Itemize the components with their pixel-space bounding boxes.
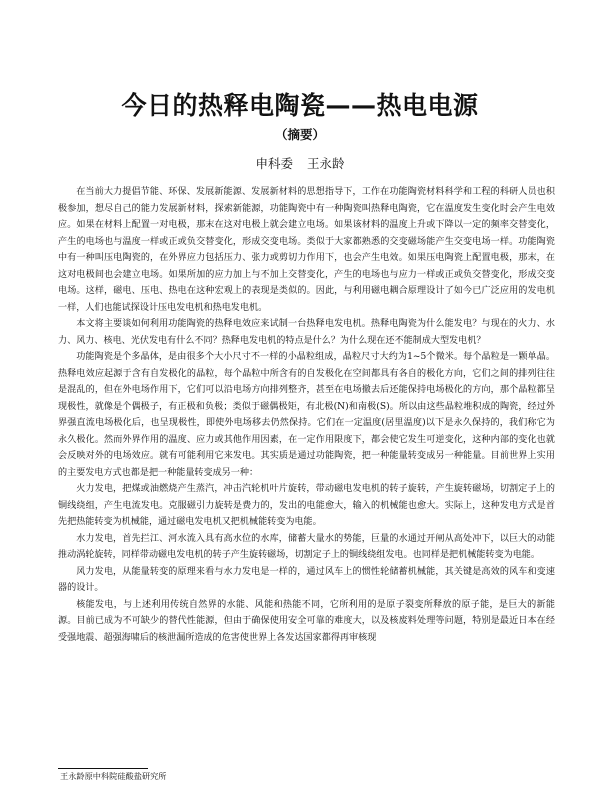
footnote-divider xyxy=(58,768,148,769)
body-paragraph: 核能发电，与上述利用传统自然界的水能、风能和热能不同，它所利用的是原子裂变所释放的原子能，是巨大的新能源。目前已成为不可缺少的替代性能源，但由于确保使用安全可靠的难度大，以及核废料处理等问题，特别是最近日本在经受强地震、超强海啸后的核泄漏所造成的危害使世界上各发达国家都得再审核现 xyxy=(58,599,555,643)
body-paragraph: 风力发电，从能量转变的原理来看与水力发电是一样的，通过风车上的惯性轮储蓄机械能，其关键是高效的风车和变速器的设计。 xyxy=(58,566,555,593)
paper-title: 今日的热释电陶瓷——热电电源 xyxy=(121,91,479,120)
body-paragraph: 在当前大力提倡节能、环保、发展新能源、发展新材料的思想指导下，工作在功能陶瓷材料科学和工程的科研人员也积极参加，想尽自己的能力发展新材料，探索新能源，功能陶瓷中有一种陶瓷叫热释电陶瓷，它在温度发生变化时会产生电效应。如果在材料上配置一对电极，那末在这对电极上就会建立电场。如果该材料的温度上升或下降以一定的频率交替变化，产生的电场也与温度一样或正或负交替变化，形成交变电场。类似于大家都熟悉的交变磁场能产生交变电场一样。功能陶瓷中有一种叫压电陶瓷的，在外界应力包括压力、张力或剪切力作用下，也会产生电效。如果压电陶瓷上配置电极，那末，在这对电极间也会建立电场。如果所加的应力加上与不加上交替变化，产生的电场也与应力一样或正或负交替变化，形成交变电场。这样，磁电、压电、热电在这种宏观上的表现是类似的。因此，与利用磁电耦合原理设计了如今已广泛应用的发电机一样，人们也能试探设计压电发电机和热电发电机。 xyxy=(58,187,555,313)
paper-body xyxy=(58,184,555,646)
body-paragraph: 水力发电，首先拦江、河水流入具有高水位的水库，储蓄大量水的势能，巨量的水通过开闸从高处冲下，以巨大的动能推动涡轮旋转，同样带动磁电发电机的转子产生旋转磁场，切割定子上的铜线绕组发电。也同样是把机械能转变为电能。 xyxy=(58,533,555,560)
body-paragraph: 火力发电，把煤或油燃烧产生蒸汽，冲击汽轮机叶片旋转，带动磁电发电机的转子旋转，产生旋转磁场，切割定子上的铜线绕组，产生电流发电。克服磁引力旋转是费力的，发出的电能愈大，输入的机械能也愈大。实际上，这种发电方式是首先把热能转变为机械能，通过磁电发电机又把机械能转变为电能。 xyxy=(58,484,555,527)
body-paragraph: 功能陶瓷是个多晶体，是由很多个大小尺寸不一样的小晶粒组成，晶粒尺寸大约为1~5个微米。每个晶粒是一颗单晶。热释电效应起源于含有自发极化的晶粒，每个晶粒中所含有的自发极化在空间都具有各自的极化方向，它们之间的排列往往是混乱的，但在外电场作用下，它们可以沿电场方向排列整齐，甚至在电场撤去后还能保持电场极化的方向，那个晶粒都呈现极性，就像是个偶极子，有正极和负极；类似于磁偶极矩，有北极(N)和南极(S)。所以由这些晶粒堆积成的陶瓷，经过外界强直流电场极化后，也呈现极性，即使外电场移去仍然保持。它们在一定温度(居里温度)以下是永久保持的，我们称它为永久极化。然而外界作用的温度、应力或其他作用因素，在一定作用限度下，都会使它发生可逆变化，这种内部的变化也就会反映对外的电场效应。就有可能利用它来发电。其实质是通过功能陶瓷，把一种能量转变成另一种能量。目前世界上实用的主要发电方式也都是把一种能量转变成另一种： xyxy=(58,352,555,478)
body-paragraph: 本文将主要谈如何利用功能陶瓷的热释电效应来试制一台热释电发电机。热释电陶瓷为什么能发电？与现在的火力、水力、风力、核电、光伏发电有什么不同？热释电发电机的特点是什么？为什么现在还不能制成大型发电机？ xyxy=(58,319,555,346)
paper-subtitle: （摘要） xyxy=(274,127,325,142)
paper-authors: 申科委 王永龄 xyxy=(255,156,345,171)
author-affiliation-footnote: 王永龄原中科院硅酸盐研究所 xyxy=(60,771,167,781)
